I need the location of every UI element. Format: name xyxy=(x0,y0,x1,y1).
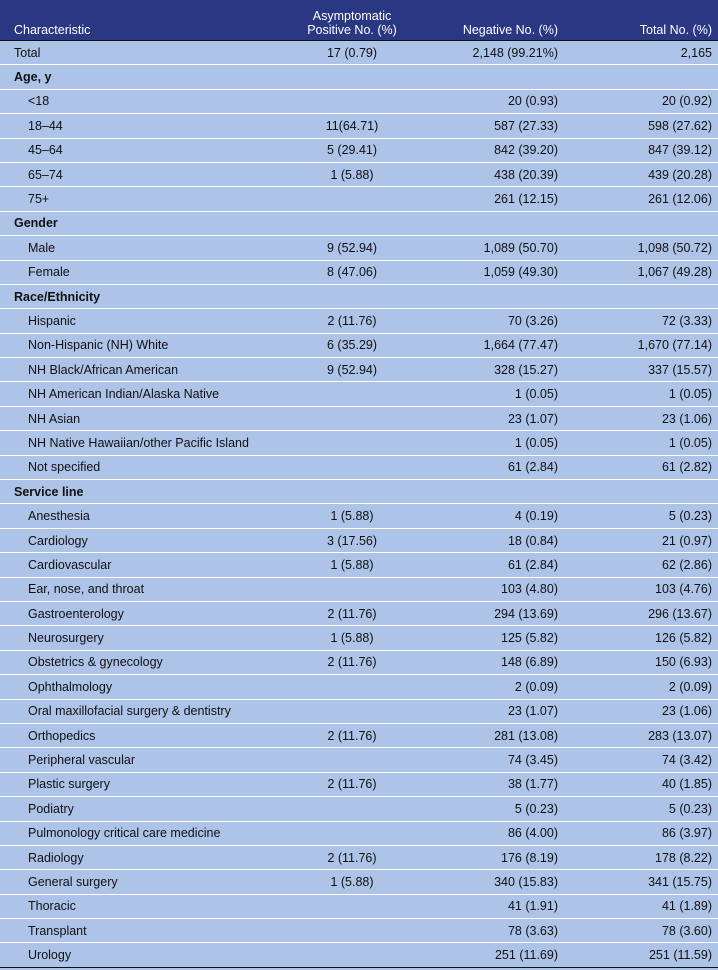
cell-negative: 61 (2.84) xyxy=(507,460,558,475)
cell-total: 86 (3.97) xyxy=(661,826,712,841)
table-row xyxy=(0,504,718,528)
cell-total: 23 (1.06) xyxy=(661,411,712,426)
cell-total: 337 (15.57) xyxy=(648,362,712,377)
row-label: NH Asian xyxy=(28,411,81,426)
cell-total: 61 (2.82) xyxy=(661,460,712,475)
cell-total: 5 (0.23) xyxy=(668,509,712,524)
row-label: Peripheral vascular xyxy=(28,753,135,768)
cell-negative: 5 (0.23) xyxy=(514,801,558,816)
cell-negative: 2,148 (99.21%) xyxy=(472,45,558,60)
table-row xyxy=(0,41,718,65)
table-row xyxy=(0,578,718,602)
table-row xyxy=(0,943,718,967)
row-label: Ophthalmology xyxy=(28,679,113,694)
cell-positive: 9 (52.94) xyxy=(326,240,378,255)
table-row xyxy=(0,334,718,358)
cell-positive: 2 (11.76) xyxy=(327,728,377,743)
cell-positive: 11(64.71) xyxy=(325,118,379,133)
row-label: Race/Ethnicity xyxy=(14,289,101,304)
table-row xyxy=(0,700,718,724)
table-row xyxy=(0,870,718,894)
table-row xyxy=(0,895,718,919)
table-row xyxy=(0,553,718,577)
cell-negative: 2 (0.09) xyxy=(514,679,558,694)
cell-total: 341 (15.75) xyxy=(648,874,712,889)
cell-positive: 2 (11.76) xyxy=(327,606,377,621)
row-label: Hispanic xyxy=(28,313,76,328)
cell-negative: 340 (15.83) xyxy=(494,874,558,889)
row-label: NH Black/African American xyxy=(28,362,179,377)
row-label: Urology xyxy=(28,948,72,963)
cell-negative: 86 (4.00) xyxy=(507,826,558,841)
cell-negative: 842 (39.20) xyxy=(494,143,558,158)
table-row xyxy=(0,675,718,699)
cell-negative: 261 (12.15) xyxy=(494,192,558,207)
cell-total: 847 (39.12) xyxy=(648,143,712,158)
row-label: Male xyxy=(28,240,56,255)
row-label: Neurosurgery xyxy=(28,631,104,646)
table-row xyxy=(0,846,718,870)
cell-negative: 20 (0.93) xyxy=(507,94,558,109)
cell-total: 178 (8.22) xyxy=(655,850,712,865)
cell-total: 1,067 (49.28) xyxy=(637,265,712,280)
row-label: <18 xyxy=(28,94,50,109)
row-label: Age, y xyxy=(14,70,52,85)
cell-negative: 1,089 (50.70) xyxy=(483,240,558,255)
cell-positive: 2 (11.76) xyxy=(327,313,377,328)
cell-total: 126 (5.82) xyxy=(655,631,712,646)
cell-total: 2 (0.09) xyxy=(668,679,712,694)
row-label: 75+ xyxy=(28,192,50,207)
cell-negative: 438 (20.39) xyxy=(494,167,558,182)
cell-total: 150 (6.93) xyxy=(655,655,712,670)
table-row xyxy=(0,456,718,480)
cell-negative: 125 (5.82) xyxy=(501,631,558,646)
cell-total: 21 (0.97) xyxy=(661,533,712,548)
table-row xyxy=(0,431,718,455)
header-asymptomatic-line1: Asymptomatic xyxy=(312,9,392,23)
row-label: Non-Hispanic (NH) White xyxy=(28,338,169,353)
cell-positive: 6 (35.29) xyxy=(326,338,378,353)
table-row xyxy=(0,236,718,260)
cell-positive: 2 (11.76) xyxy=(327,777,377,792)
cell-total: 78 (3.60) xyxy=(661,923,712,938)
table-row xyxy=(0,382,718,406)
cell-total: 1 (0.05) xyxy=(668,387,712,402)
cell-negative: 41 (1.91) xyxy=(507,899,558,914)
cell-positive: 5 (29.41) xyxy=(326,143,378,158)
header-asymptomatic-line2: Positive No. (%) xyxy=(307,23,397,37)
cell-total: 283 (13.07) xyxy=(648,728,712,743)
cell-positive: 3 (17.56) xyxy=(326,533,378,548)
row-label: Total xyxy=(14,45,41,60)
cell-negative: 23 (1.07) xyxy=(507,411,558,426)
row-label: 65–74 xyxy=(28,167,63,182)
cell-total: 40 (1.85) xyxy=(661,777,712,792)
cell-positive: 1 (5.88) xyxy=(330,509,374,524)
cell-negative: 38 (1.77) xyxy=(507,777,558,792)
cell-total: 598 (27.62) xyxy=(648,118,712,133)
cell-positive: 1 (5.88) xyxy=(330,874,374,889)
table-row xyxy=(0,139,718,163)
row-label: 18–44 xyxy=(28,118,63,133)
table-body xyxy=(0,41,718,968)
header-negative: Negative No. (%) xyxy=(462,23,558,37)
section-header-row xyxy=(0,480,718,504)
row-label: Gender xyxy=(14,216,58,231)
cell-total: 62 (2.86) xyxy=(661,557,712,572)
header-total: Total No. (%) xyxy=(639,23,712,37)
cell-negative: 251 (11.69) xyxy=(494,948,558,963)
row-label: Plastic surgery xyxy=(28,777,110,792)
cell-positive: 1 (5.88) xyxy=(330,631,374,646)
table-header xyxy=(0,0,718,41)
cell-total: 41 (1.89) xyxy=(661,899,712,914)
row-label: Cardiology xyxy=(28,533,88,548)
cell-negative: 148 (6.89) xyxy=(501,655,558,670)
cell-total: 74 (3.42) xyxy=(661,753,712,768)
row-label: Gastroenterology xyxy=(28,606,124,621)
cell-total: 1,098 (50.72) xyxy=(637,240,712,255)
row-label: Pulmonology critical care medicine xyxy=(28,826,221,841)
table-row xyxy=(0,309,718,333)
row-label: Obstetrics & gynecology xyxy=(28,655,163,670)
cell-total: 296 (13.67) xyxy=(648,606,712,621)
table-row xyxy=(0,773,718,797)
cell-total: 23 (1.06) xyxy=(661,704,712,719)
table-row xyxy=(0,651,718,675)
cell-total: 251 (11.59) xyxy=(648,948,712,963)
section-header-row xyxy=(0,285,718,309)
cell-negative: 78 (3.63) xyxy=(507,923,558,938)
row-label: Cardiovascular xyxy=(28,557,112,572)
cell-total: 72 (3.33) xyxy=(661,313,712,328)
cell-negative: 4 (0.19) xyxy=(514,509,558,524)
cell-negative: 103 (4.80) xyxy=(501,582,558,597)
cell-negative: 1 (0.05) xyxy=(514,435,558,450)
cell-negative: 328 (15.27) xyxy=(494,362,558,377)
row-label: Female xyxy=(28,265,70,280)
table-row xyxy=(0,724,718,748)
section-header-row xyxy=(0,212,718,236)
cell-positive: 2 (11.76) xyxy=(327,655,377,670)
cell-negative: 281 (13.08) xyxy=(494,728,558,743)
row-label: Orthopedics xyxy=(28,728,96,743)
cell-negative: 70 (3.26) xyxy=(507,313,558,328)
row-label: Radiology xyxy=(28,850,84,865)
header-characteristic: Characteristic xyxy=(14,23,91,37)
cell-total: 2,165 xyxy=(680,45,712,60)
table-row xyxy=(0,822,718,846)
cell-total: 103 (4.76) xyxy=(655,582,712,597)
cell-total: 5 (0.23) xyxy=(668,801,712,816)
table-row xyxy=(0,261,718,285)
row-label: Thoracic xyxy=(28,899,76,914)
cell-total: 261 (12.06) xyxy=(648,192,712,207)
row-label: Not specified xyxy=(28,460,101,475)
table-row xyxy=(0,529,718,553)
cell-total: 439 (20.28) xyxy=(648,167,712,182)
table-row xyxy=(0,797,718,821)
section-header-row xyxy=(0,65,718,89)
cell-negative: 23 (1.07) xyxy=(507,704,558,719)
row-label: Service line xyxy=(14,484,84,499)
header-asymptomatic xyxy=(300,9,404,37)
cell-negative: 587 (27.33) xyxy=(494,118,558,133)
cell-positive: 1 (5.88) xyxy=(330,167,374,182)
row-label: Ear, nose, and throat xyxy=(28,582,145,597)
cell-total: 1 (0.05) xyxy=(668,435,712,450)
cell-negative: 294 (13.69) xyxy=(494,606,558,621)
table-row xyxy=(0,163,718,187)
cell-total: 1,670 (77.14) xyxy=(637,338,712,353)
table-row xyxy=(0,602,718,626)
row-label: 45–64 xyxy=(28,143,63,158)
cell-negative: 176 (8.19) xyxy=(501,850,558,865)
cell-negative: 61 (2.84) xyxy=(507,557,558,572)
row-label: General surgery xyxy=(28,874,118,889)
table-row xyxy=(0,919,718,943)
cell-negative: 1,664 (77.47) xyxy=(483,338,558,353)
row-label: NH American Indian/Alaska Native xyxy=(28,387,220,402)
table-row xyxy=(0,407,718,431)
table-row xyxy=(0,90,718,114)
cell-negative: 74 (3.45) xyxy=(507,753,558,768)
cell-positive: 1 (5.88) xyxy=(330,557,374,572)
row-label: NH Native Hawaiian/other Pacific Island xyxy=(28,435,249,450)
table-row xyxy=(0,358,718,382)
row-label: Transplant xyxy=(28,923,87,938)
row-label: Anesthesia xyxy=(28,509,90,524)
cell-positive: 17 (0.79) xyxy=(326,45,378,60)
row-label: Podiatry xyxy=(28,801,74,816)
table-row xyxy=(0,748,718,772)
cell-negative: 1,059 (49.30) xyxy=(483,265,558,280)
table-row xyxy=(0,187,718,211)
cell-total: 20 (0.92) xyxy=(661,94,712,109)
table-row xyxy=(0,626,718,650)
cell-negative: 18 (0.84) xyxy=(507,533,558,548)
row-label: Oral maxillofacial surgery & dentistry xyxy=(28,704,231,719)
cell-negative: 1 (0.05) xyxy=(514,387,558,402)
cell-positive: 8 (47.06) xyxy=(326,265,378,280)
table-row xyxy=(0,114,718,138)
cell-positive: 9 (52.94) xyxy=(326,362,378,377)
cell-positive: 2 (11.76) xyxy=(327,850,377,865)
